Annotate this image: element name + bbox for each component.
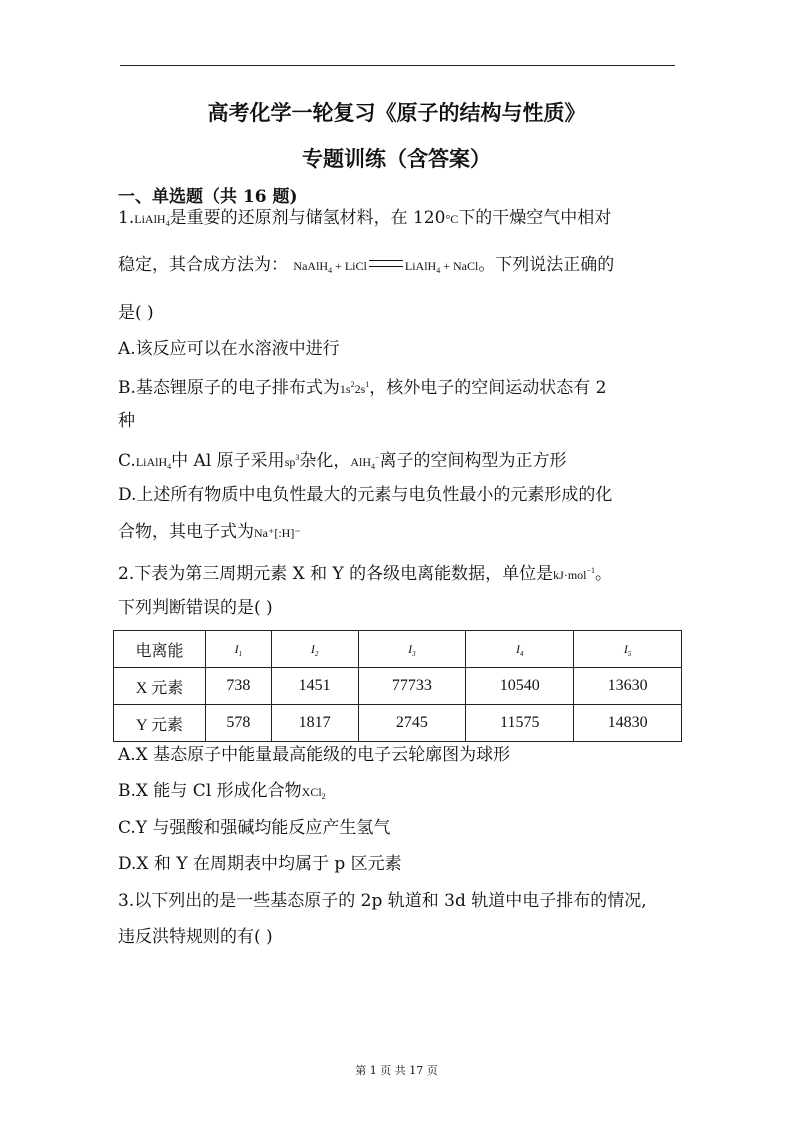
q2-stem-line2: 下列判断错误的是( ) [118, 598, 273, 618]
table-cell: 1451 [271, 668, 358, 705]
q1-stem-line1: 1.LiAlH$_4$是重要的还原剂与储氢材料，在 120°C下的干燥空气中相对 [118, 208, 612, 228]
equals-sign-icon [369, 260, 403, 267]
table-cell: 738 [206, 668, 272, 705]
table-header-cell: 电离能 [114, 631, 206, 668]
q1-option-d: D.上述所有物质中电负性最大的元素与电负性最小的元素形成的化 [118, 485, 613, 505]
chemical-equation: NaAlH$_4$ + LiCl LiAlH$_4$ + NaCl [293, 259, 479, 275]
document-title: 高考化学一轮复习《原子的结构与性质》 [207, 100, 586, 125]
document-subtitle: 专题训练（含答案） [302, 146, 491, 171]
q2-option-a: A.X 基态原子中能量最高能级的电子云轮廓图为球形 [118, 745, 511, 765]
table-header-cell: $I_3$ [358, 631, 466, 668]
table-cell: 2745 [358, 705, 466, 742]
table-header-cell: $I_1$ [206, 631, 272, 668]
table-row [114, 668, 682, 705]
section-heading: 一、单选题（共 16 题) [118, 187, 298, 207]
table-cell: 11575 [466, 705, 574, 742]
table-cell: 10540 [466, 668, 574, 705]
table-header-cell: $I_2$ [271, 631, 358, 668]
table-cell: 77733 [358, 668, 466, 705]
q2-option-c: C.Y 与强酸和强碱均能反应产生氢气 [118, 818, 391, 838]
table-header-cell: $I_4$ [466, 631, 574, 668]
table-row [114, 705, 682, 742]
q1-option-b: B.基态锂原子的电子排布式为$1s^22s^1$，核外电子的空间运动状态有 2 [118, 378, 607, 398]
question-number: 1. [118, 208, 135, 228]
q1-option-d-cont: 合物，其电子式为Na⁺[:H]⁻ [118, 522, 301, 542]
table-header-cell: $I_5$ [574, 631, 682, 668]
page-footer: 第 1 页 共 17 页 [355, 1064, 438, 1077]
header-rule [120, 65, 675, 66]
table-cell: 14830 [574, 705, 682, 742]
q3-stem-line2: 违反洪特规则的有( ) [118, 927, 273, 947]
q2-option-d: D.X 和 Y 在周期表中均属于 p 区元素 [118, 854, 402, 874]
q2-stem-line1: 2.下表为第三周期元素 X 和 Y 的各级电离能数据，单位是kJ·mol$^{-1}$。 [118, 564, 613, 584]
q1-option-a: A.该反应可以在水溶液中进行 [118, 339, 340, 359]
ionization-energy-table [113, 630, 682, 742]
q1-stem-line2: 稳定，其合成方法为： NaAlH$_4$ + LiCl LiAlH$_4$ + NaCl。下列说法正确的 [118, 255, 615, 275]
q3-stem-line1: 3.以下列出的是一些基态原子的 2p 轨道和 3d 轨道中电子排布的情况, [118, 891, 647, 911]
chem-formula: LiAlH$_4$ [134, 212, 170, 228]
electron-formula: Na⁺[:H]⁻ [254, 526, 301, 540]
electron-config: $1s^22s^1$ [339, 380, 370, 396]
table-cell: 578 [206, 705, 272, 742]
table-header-row [114, 631, 682, 668]
table-cell: 1817 [271, 705, 358, 742]
q1-stem-line3: 是( ) [118, 303, 154, 323]
row-label: Y 元素 [114, 705, 206, 742]
q1-option-b-cont: 种 [118, 411, 135, 431]
temperature-unit: °C [445, 212, 459, 226]
q2-option-b: B.X 能与 Cl 形成化合物XCl$_2$ [118, 781, 326, 801]
row-label: X 元素 [114, 668, 206, 705]
table-cell: 13630 [574, 668, 682, 705]
q1-option-c: C.LiAlH$_4$中 Al 原子采用$sp^3$杂化，AlH$_4$−离子的空间构型为正方形 [118, 451, 567, 471]
